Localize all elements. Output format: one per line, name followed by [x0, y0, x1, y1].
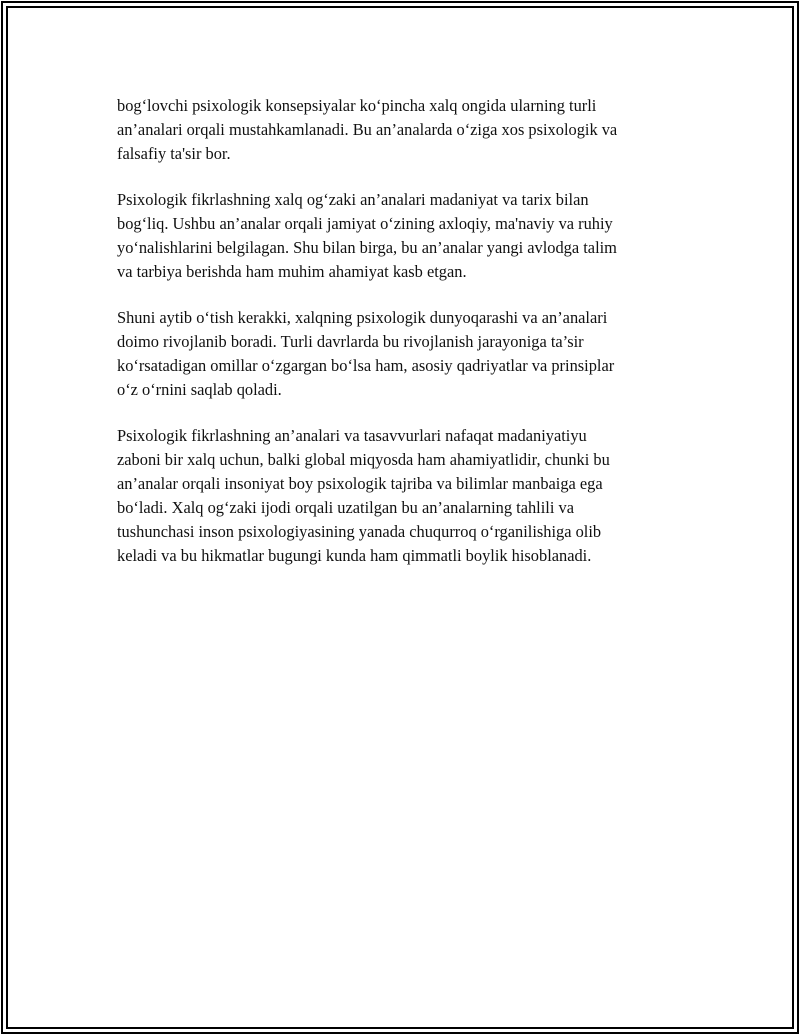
text-line: bog‘liq. Ushbu an’analar orqali jamiyat o‘zining axloqiy, ma'naviy va ruhiy: [117, 214, 613, 233]
text-line: ko‘rsatadigan omillar o‘zgargan bo‘lsa ham, asosiy qadriyatlar va prinsiplar: [117, 356, 615, 375]
text-line: keladi va bu hikmatlar bugungi kunda ham qimmatli boylik hisoblanadi.: [117, 546, 592, 565]
text-line: bo‘ladi. Xalq og‘zaki ijodi orqali uzatilgan bu an’analarning tahlili va: [117, 498, 574, 517]
text-line: bog‘lovchi psixologik konsepsiyalar ko‘pincha xalq ongida ularning turli: [117, 96, 597, 115]
paragraph-3: [117, 306, 677, 402]
text-line: an’analar orqali insoniyat boy psixologik tajriba va bilimlar manbaiga ega: [117, 474, 603, 493]
text-line: va tarbiya berishda ham muhim ahamiyat kasb etgan.: [117, 262, 467, 281]
text-line: o‘z o‘rnini saqlab qoladi.: [117, 380, 282, 399]
text-line: Psixologik fikrlashning xalq og‘zaki an’analari madaniyat va tarix bilan: [117, 190, 589, 209]
paragraph-1: [117, 94, 677, 166]
document-body: [117, 94, 677, 590]
text-line: tushunchasi inson psixologiyasining yanada chuqurroq o‘rganilishiga olib: [117, 522, 602, 541]
text-line: an’analari orqali mustahkamlanadi. Bu an’analarda o‘ziga xos psixologik va: [117, 120, 618, 139]
paragraph-4: [117, 424, 677, 568]
text-line: falsafiy ta'sir bor.: [117, 144, 231, 163]
paragraph-2: [117, 188, 677, 284]
text-line: Shuni aytib o‘tish kerakki, xalqning psixologik dunyoqarashi va an’analari: [117, 308, 608, 327]
text-line: Psixologik fikrlashning an’analari va tasavvurlari nafaqat madaniyatiyu: [117, 426, 587, 445]
text-line: yo‘nalishlarini belgilagan. Shu bilan birga, bu an’analar yangi avlodga talim: [117, 238, 617, 257]
text-line: doimo rivojlanib boradi. Turli davrlarda bu rivojlanish jarayoniga ta’sir: [117, 332, 584, 351]
text-line: zaboni bir xalq uchun, balki global miqyosda ham ahamiyatlidir, chunki bu: [117, 450, 610, 469]
